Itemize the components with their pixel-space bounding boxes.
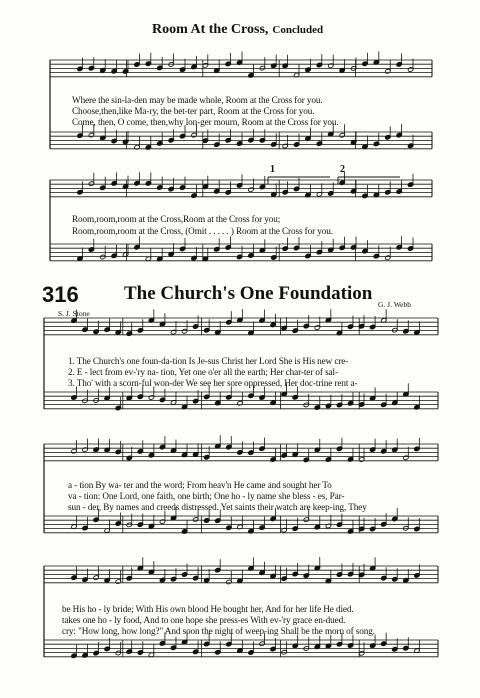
top-hymn-subtitle: Concluded: [272, 24, 324, 36]
ending-marker-1: 1: [270, 164, 275, 175]
refrain-line: Room,room,room at the Cross, (Omit . . . . . ) Room at the Cross for you.: [72, 226, 333, 236]
lyric-line: va - tion: One Lord, one faith, one birth; One ho - ly name she bless - es, Par-: [68, 491, 345, 501]
hymn-number: 316: [42, 282, 79, 307]
music-credit: G. J. Webb: [378, 300, 412, 309]
ending-marker-2: 2: [340, 164, 345, 175]
lyric-line: takes one ho - ly food, And to one hope she press-es With ev-'ry grace en-dued.: [62, 615, 346, 625]
lyric-line: 1. The Church's one foun-da-tion Is Je-sus Christ her Lord She is His new cre-: [68, 356, 349, 366]
words-credit: S. J. Stone: [58, 309, 90, 318]
refrain-line: Room,room,room at the Cross,Room at the Cross for you;: [72, 214, 281, 224]
top-hymn-title: [152, 22, 323, 38]
lyric-line: a - tion By wa- ter and the word; From heav'n He came and sought her To: [68, 480, 332, 490]
lyric-line: cry: "How long, how long?" And soon the night of weep-ing Shall be the morn of song.: [62, 626, 375, 636]
lyric-line: Choose,then,like Ma-ry, the bet-ter part, Room at the Cross for you.: [72, 106, 315, 116]
lyric-line: Where the sin-la-den may be made whole, Room at the Cross for you.: [72, 95, 323, 105]
lyric-line: 2. E - lect from ev-'ry na- tion, Yet one o'er all the earth; Her char-ter of sal-: [68, 367, 338, 377]
top-hymn-title-text: Room At the Cross,: [152, 22, 269, 37]
lyric-line: be His ho - ly bride; With His own blood He bought her, And for her life He died.: [62, 604, 354, 614]
lyric-line: Come, then, O come, then,why lon-ger mourn, Room at the Cross for you.: [72, 117, 339, 127]
lyric-line: sun - der, By names and creeds distressed. Yet saints their watch are keep-ing, They: [68, 502, 367, 512]
lyric-line: 3. Tho' with a scorn-ful won-der We see her sore oppressed, Her doc-trine rent a-: [68, 378, 358, 388]
hymn-title: The Church's One Foundation: [124, 283, 373, 304]
